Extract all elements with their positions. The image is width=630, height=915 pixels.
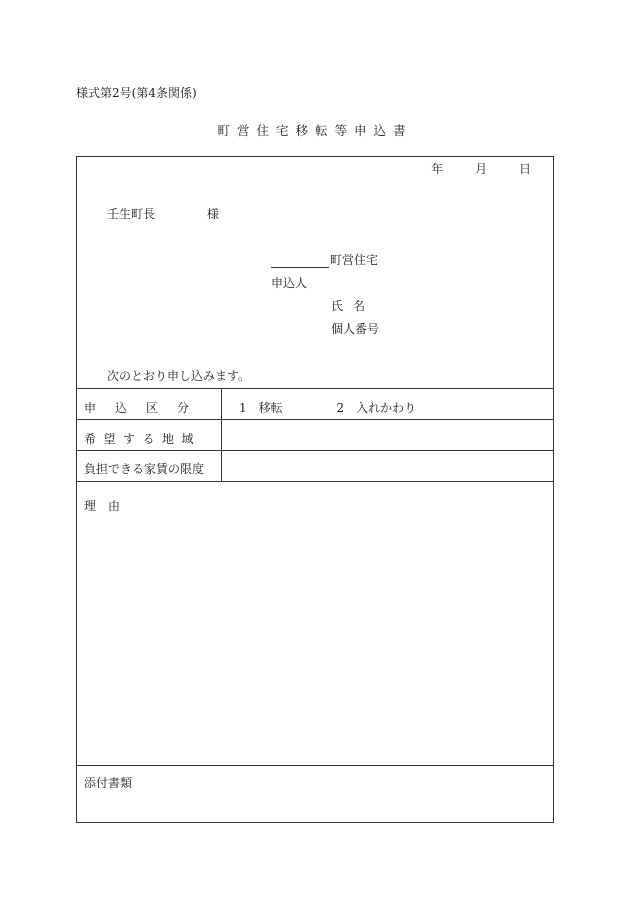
- desired-area-label: 希望する地域: [84, 432, 202, 446]
- applicant-housing: [271, 251, 378, 268]
- application-form-frame: [76, 156, 554, 823]
- applicant-number-label: 個人番号: [331, 322, 380, 336]
- housing-label: 町営住宅: [330, 253, 379, 267]
- column-divider: [221, 388, 222, 481]
- applicant-label: 申込人: [271, 276, 308, 290]
- applicant-name-label: 氏名: [331, 299, 376, 313]
- category-label-char: 込: [115, 401, 128, 415]
- category-label-char: 申: [84, 401, 97, 415]
- addressee: [107, 205, 219, 222]
- category-label: [84, 399, 208, 416]
- divider: [77, 388, 553, 389]
- addressee-honorific: 様: [206, 207, 219, 221]
- date-line: [431, 160, 531, 177]
- request-statement: 次のとおり申し込みます。: [107, 369, 251, 383]
- date-year-label: 年: [431, 162, 444, 176]
- category-option-exchange[interactable]: 2 入れかわり: [336, 401, 417, 415]
- housing-blank-line[interactable]: [271, 256, 329, 268]
- divider: [77, 765, 553, 766]
- rent-limit-label: 負担できる家賃の限度: [84, 462, 205, 476]
- category-options: [239, 399, 416, 416]
- divider: [77, 481, 553, 482]
- date-day-label: 日: [518, 162, 531, 176]
- form-number-label: 様式第2号(第4条関係): [76, 86, 197, 100]
- attachments-label: 添付書類: [84, 776, 133, 790]
- divider: [77, 450, 553, 451]
- divider: [77, 419, 553, 420]
- addressee-name: 壬生町長: [107, 207, 156, 221]
- reason-label: 理由: [84, 499, 133, 513]
- date-month-label: 月: [475, 162, 488, 176]
- category-label-char: 分: [177, 401, 190, 415]
- category-label-char: 区: [146, 401, 159, 415]
- document-title: 町営住宅移転等申込書: [217, 123, 413, 138]
- category-option-transfer[interactable]: 1 移転: [239, 401, 283, 415]
